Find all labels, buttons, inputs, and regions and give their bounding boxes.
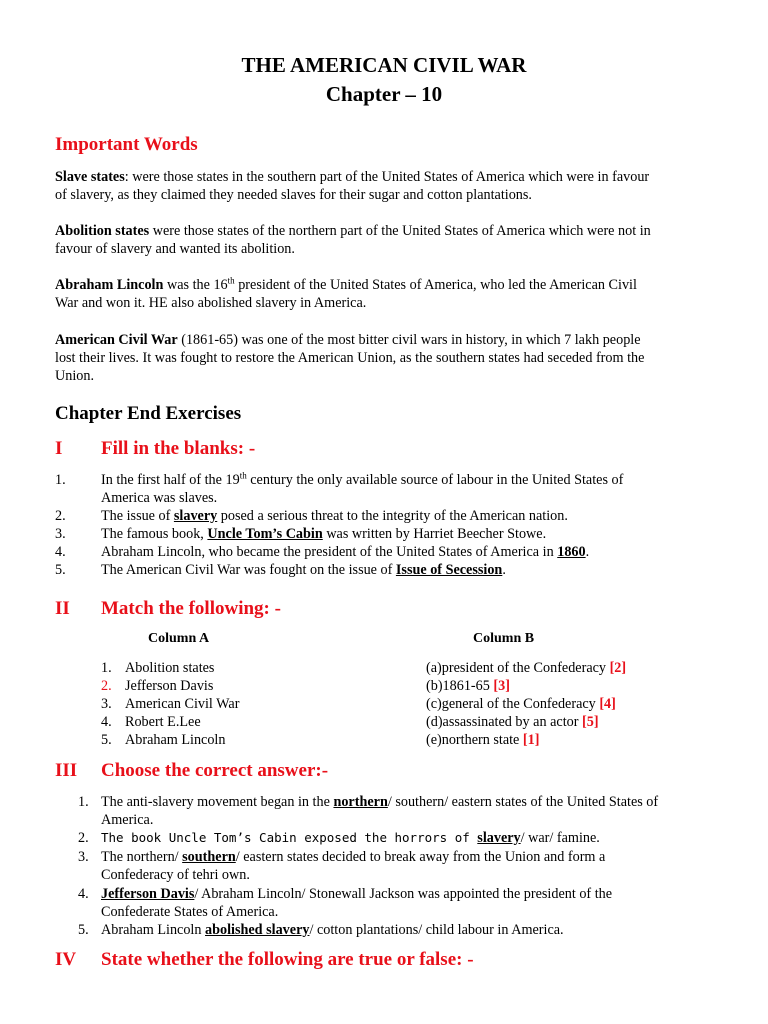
match-a1: Abolition states (125, 660, 215, 676)
fill-q5: The American Civil War was fought on the issue of Issue of Secession. (101, 562, 506, 578)
match-b2: (b)1861-65 [3] (426, 678, 510, 694)
match-a4: Robert E.Lee (125, 714, 201, 730)
fill-q4: Abraham Lincoln, who became the president of the United States of America in 1860. (101, 544, 590, 560)
fill-q2: The issue of slavery posed a serious threat to the integrity of the American nation. (101, 508, 568, 524)
choose-heading: Choose the correct answer:- (101, 760, 329, 781)
match-a5-number: 5. (101, 732, 112, 748)
column-b-header: Column B (473, 631, 535, 646)
choose-q3: The northern/ southern/ eastern states decided to break away from the Union and form a Confederacy of tehri own. (101, 849, 606, 883)
true-false-heading: State whether the following are true or false: - (101, 949, 474, 970)
definition-american-civil-war: American Civil War (1861-65) was one of the most bitter civil wars in history, in which 7 lakh people lost their lives. It was fought to restore the American Union, as the southern states had seceded from the Union. (55, 332, 645, 384)
definition-abolition-states: Abolition states were those states of the northern part of the United States of America which were not in favour of slavery and wanted its abolition. (55, 223, 651, 257)
choose-q5-number: 5. (78, 922, 89, 938)
definition-abraham-lincoln: Abraham Lincoln was the 16th president of the United States of America, who led the American Civil War and won it. HE also abolished slavery in America. (55, 275, 637, 311)
definition-slave-states: Slave states: were those states in the southern part of the United States of America which were in favour of slavery, as they claimed they needed slaves for their sugar and cotton plantations. (55, 169, 650, 203)
match-b4: (d)assassinated by an actor [5] (426, 714, 599, 730)
choose-q1-number: 1. (78, 794, 89, 810)
match-b1: (a)president of the Confederacy [2] (426, 660, 627, 676)
choose-q1: The anti-slavery movement began in the northern/ southern/ eastern states of the United States of America. (101, 794, 659, 828)
choose-q5: Abraham Lincoln abolished slavery/ cotton plantations/ child labour in America. (101, 922, 564, 938)
fill-q1: In the first half of the 19th century the only available source of labour in the United States of America was slaves. (101, 470, 624, 506)
section-iii-number: III (55, 760, 78, 781)
fill-blanks-heading: Fill in the blanks: - (101, 438, 256, 459)
section-ii-number: II (55, 598, 70, 619)
match-a3-number: 3. (101, 696, 112, 712)
match-a1-number: 1. (101, 660, 112, 676)
match-b3: (c)general of the Confederacy [4] (426, 696, 616, 712)
important-words-heading: Important Words (55, 134, 198, 155)
match-a2: Jefferson Davis (125, 678, 214, 694)
match-heading: Match the following: - (101, 598, 281, 619)
fill-q4-number: 4. (55, 544, 66, 560)
fill-q2-number: 2. (55, 508, 66, 524)
section-iv-number: IV (55, 949, 77, 970)
section-i-number: I (55, 438, 63, 459)
choose-q2-number: 2. (78, 830, 89, 846)
match-a5: Abraham Lincoln (125, 732, 226, 748)
fill-q1-number: 1. (55, 472, 66, 488)
match-a2-number: 2. (101, 678, 112, 694)
choose-q4: Jefferson Davis/ Abraham Lincoln/ Stonewall Jackson was appointed the president of the Confederate States of America. (101, 886, 613, 920)
chapter-number: Chapter – 10 (325, 82, 443, 106)
column-a-header: Column A (148, 631, 210, 646)
fill-q5-number: 5. (55, 562, 66, 578)
match-a3: American Civil War (125, 696, 240, 712)
exercises-heading: Chapter End Exercises (55, 403, 242, 424)
choose-q2: The book Uncle Tom’s Cabin exposed the horrors of slavery/ war/ famine. (101, 830, 600, 846)
fill-q3: The famous book, Uncle Tom’s Cabin was written by Harriet Beecher Stowe. (101, 526, 547, 542)
fill-q3-number: 3. (55, 526, 66, 542)
document-title: THE AMERICAN CIVIL WAR (241, 53, 527, 77)
choose-q4-number: 4. (78, 886, 89, 902)
match-b5: (e)northern state [1] (426, 732, 540, 748)
match-a4-number: 4. (101, 714, 112, 730)
choose-q3-number: 3. (78, 849, 89, 865)
